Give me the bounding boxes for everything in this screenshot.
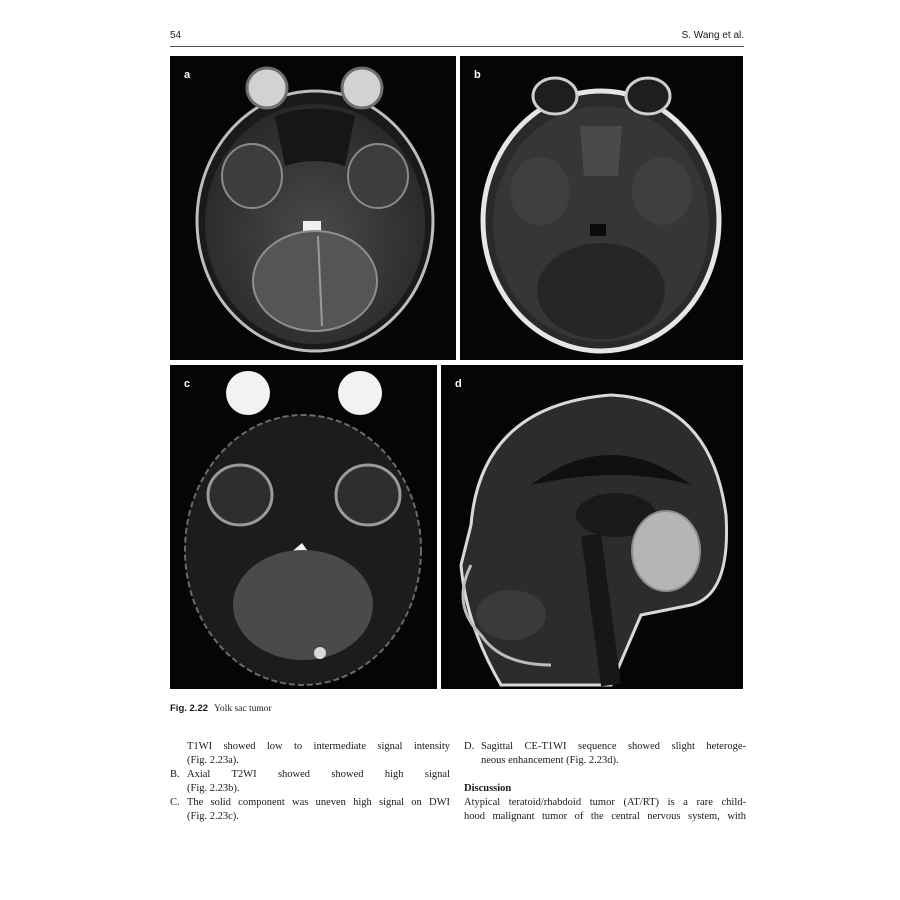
list-marker-d: D.	[464, 741, 475, 752]
panel-label-c: c	[184, 378, 191, 390]
figure-panel-b	[460, 56, 743, 360]
text-line: neous enhancement (Fig. 2.23d).	[481, 755, 619, 766]
text-line: Sagittal CE-T1WI sequence showed slight heteroge-	[481, 741, 746, 752]
page-number: 54	[170, 30, 182, 41]
figure-caption-text: Yolk sac tumor	[214, 704, 272, 714]
list-item-d	[464, 740, 746, 768]
figure-panel-d	[441, 365, 743, 689]
mri-axial-t1-image	[460, 56, 743, 360]
panel-label-a: a	[184, 69, 191, 81]
text-line: Atypical teratoid/rhabdoid tumor (AT/RT) is a rare child-	[464, 797, 746, 808]
text-line: (Fig. 2.23c).	[187, 811, 239, 822]
discussion-heading: Discussion	[464, 783, 512, 794]
list-item-b	[170, 768, 450, 796]
list-marker-c: C.	[170, 797, 180, 808]
figure-caption-label: Fig. 2.22	[170, 703, 209, 714]
panel-label-d: d	[455, 378, 462, 390]
running-authors: S. Wang et al.	[681, 30, 744, 41]
right-text-column	[464, 740, 746, 824]
list-marker-b: B.	[170, 769, 180, 780]
left-text-column	[170, 740, 450, 824]
figure-panel-c	[170, 365, 437, 689]
text-line: The solid component was uneven high signal on DWI	[187, 797, 450, 808]
text-line: T1WI showed low to intermediate signal intensity	[187, 741, 450, 752]
mri-sagittal-ce-t1-image	[441, 365, 743, 689]
text-line: (Fig. 2.23b).	[187, 783, 240, 794]
text-line: (Fig. 2.23a).	[187, 755, 239, 766]
text-line: Axial T2WI showed showed high signal	[187, 769, 450, 780]
list-item-c	[170, 796, 450, 824]
list-item-a-continuation	[170, 740, 450, 768]
text-line: hood malignant tumor of the central nervous system, with	[464, 811, 746, 822]
discussion-paragraph	[464, 796, 746, 824]
mri-axial-t2-image	[170, 56, 456, 360]
figure-panel-a	[170, 56, 456, 360]
running-header	[170, 30, 744, 47]
mri-dwi-image	[170, 365, 437, 689]
panel-label-b: b	[474, 69, 481, 81]
figure-caption	[170, 703, 272, 714]
